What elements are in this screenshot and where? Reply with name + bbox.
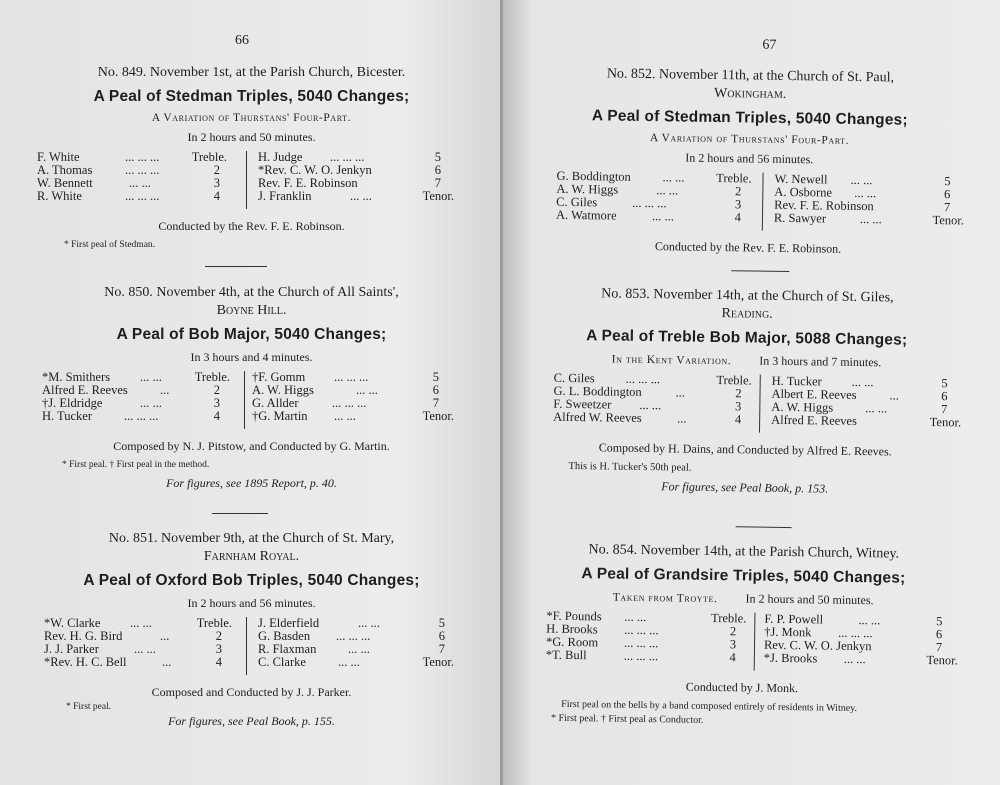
- ringers-left-column: [546, 610, 747, 665]
- page-number: 67: [762, 37, 777, 53]
- peal-duration: In 3 hours and 4 minutes.: [190, 350, 313, 364]
- conductor-line: Conducted by J. Monk.: [685, 679, 799, 696]
- ringer-name: R. Sawyer: [773, 210, 827, 226]
- leader-dots: ...: [889, 388, 899, 403]
- ringer-name: *W. Clarke: [44, 616, 101, 630]
- figures-reference: For figures, see 1895 Report, p. 40.: [166, 476, 337, 490]
- entry-heading-location: Farnham Royal.: [203, 549, 300, 564]
- ringers-left-column: [37, 151, 237, 203]
- ringer-name: J. Elderfield: [258, 616, 320, 630]
- bell-number: 3: [734, 197, 742, 212]
- ringers-table: [0, 617, 503, 681]
- ringer-name: *J. Brooks: [763, 650, 818, 666]
- leader-dots: ... ... ...: [632, 195, 667, 211]
- bell-number: 6: [432, 383, 439, 397]
- bell-number: 2: [213, 163, 220, 177]
- leader-dots: ... ... ...: [330, 150, 365, 164]
- peal-duration: In 2 hours and 50 minutes.: [745, 591, 874, 608]
- peal-subtitle-duration: [495, 588, 992, 610]
- ringer-row: [37, 190, 237, 203]
- leader-dots: ... ...: [662, 170, 685, 185]
- ringer-row: [252, 410, 454, 423]
- ringer-name: C. Giles: [553, 370, 595, 386]
- ringer-name: Alfred E. Reeves: [42, 383, 128, 397]
- bell-number: 3: [213, 396, 220, 410]
- leader-dots: ... ...: [140, 370, 162, 384]
- ringer-name: †J. Monk: [764, 624, 812, 640]
- bell-number: 3: [729, 637, 737, 652]
- ringer-row: [771, 414, 961, 430]
- entry-heading: No. 852. November 11th, at the Church of St. Paul,: [606, 66, 895, 86]
- ringer-name: G. Allder: [252, 396, 299, 410]
- ringers-right-column: [764, 613, 959, 668]
- ringer-name: Rev. F. E. Robinson: [258, 176, 358, 190]
- section-rule: [205, 266, 267, 267]
- entry-heading: No. 854. November 14th, at the Parish Church, Witney.: [588, 542, 900, 562]
- ringers-left-column: [42, 371, 242, 423]
- conductor-line: Conducted by the Rev. F. E. Robinson.: [158, 219, 345, 233]
- ringer-name: A. W. Higgs: [252, 383, 314, 397]
- entry-heading-location: Reading.: [721, 306, 773, 322]
- ringer-name: W. Bennett: [37, 176, 93, 190]
- ringer-name: F. Sweetzer: [553, 396, 612, 412]
- column-divider: [762, 173, 764, 231]
- ringer-name: *G. Room: [545, 634, 599, 650]
- peal-entry-854: [493, 540, 993, 730]
- bell-number: 2: [729, 624, 737, 639]
- bell-number: 6: [438, 629, 445, 643]
- column-divider: [759, 375, 761, 433]
- peal-title: A Peal of Oxford Bob Triples, 5040 Changes;: [83, 572, 420, 589]
- leader-dots: ... ... ...: [336, 629, 371, 643]
- bell-number: Tenor.: [932, 213, 965, 228]
- ringer-name: *Rev. H. C. Bell: [44, 655, 127, 669]
- bell-number: 3: [215, 642, 222, 656]
- ringer-name: Rev. H. G. Bird: [44, 629, 123, 643]
- ringer-name: J. Franklin: [258, 189, 312, 203]
- bell-number: Treble.: [716, 373, 752, 388]
- peal-duration: In 2 hours and 56 minutes.: [187, 596, 316, 610]
- bell-number: Treble.: [191, 150, 227, 164]
- ringer-name: †J. Eldridge: [42, 396, 103, 410]
- bell-number: 3: [735, 399, 742, 414]
- section-rule: [736, 526, 792, 528]
- ringer-name: *Rev. C. W. O. Jenkyn: [258, 163, 372, 177]
- ringer-row: [258, 656, 454, 669]
- ringer-name: J. J. Parker: [44, 642, 99, 656]
- bell-number: Tenor.: [929, 414, 962, 430]
- bell-number: 4: [729, 650, 736, 665]
- leader-dots: ...: [162, 655, 172, 669]
- peal-title: A Peal of Bob Major, 5040 Changes;: [116, 326, 387, 343]
- leader-dots: ... ...: [850, 172, 873, 188]
- peal-entry-852: [499, 64, 999, 259]
- ringers-right-column: [771, 375, 962, 430]
- ringer-name: H. Judge: [258, 150, 303, 164]
- footnote: * First peal. † First peal in the method.: [62, 460, 210, 470]
- footnote: * First peal of Stedman.: [64, 240, 156, 250]
- bell-number: 2: [735, 386, 742, 401]
- footnote-markers: * First peal. † First peal as Conductor.: [550, 712, 704, 726]
- leader-dots: ... ... ...: [124, 409, 159, 423]
- ringers-left-column: [553, 372, 754, 427]
- peal-subtitle: A Variation of Thurstans' Four-Part.: [151, 112, 352, 124]
- entry-heading-location: Wokingham.: [713, 85, 787, 102]
- leader-dots: ... ...: [350, 189, 372, 203]
- ringer-name: A. Thomas: [37, 163, 93, 177]
- bell-number: 4: [215, 655, 222, 669]
- bell-number: 2: [735, 184, 742, 199]
- ringer-name: Albert E. Reeves: [771, 386, 857, 402]
- ringers-right-column: [258, 151, 454, 203]
- section-rule: [212, 513, 268, 514]
- leader-dots: ... ...: [624, 609, 647, 625]
- peal-entry-853: [496, 284, 996, 499]
- leader-dots: ... ...: [656, 183, 679, 198]
- ringer-row: [764, 652, 958, 668]
- composer-conductor-line: Composed and Conducted by J. J. Parker.: [151, 685, 352, 699]
- section-rule: [731, 270, 789, 272]
- leader-dots: ... ...: [134, 642, 156, 656]
- leader-dots: ... ...: [858, 613, 881, 628]
- column-divider: [244, 371, 245, 429]
- leader-dots: ... ... ...: [623, 648, 659, 664]
- ringer-name: G. Basden: [258, 629, 311, 643]
- ringer-row: [42, 410, 242, 423]
- ringers-left-column: [556, 170, 757, 225]
- leader-dots: ... ... ...: [125, 163, 160, 177]
- peal-entry-850: [0, 284, 503, 491]
- bell-number: 2: [215, 629, 222, 643]
- ringer-name: A. Watmore: [555, 207, 617, 223]
- bell-number: 7: [935, 640, 943, 655]
- ringer-name: R. Flaxman: [258, 642, 317, 656]
- ringer-name: A. Osborne: [774, 184, 833, 200]
- bell-number: Tenor.: [422, 409, 454, 423]
- bell-number: 2: [213, 383, 220, 397]
- ringer-row: [556, 209, 756, 225]
- leader-dots: ... ... ...: [624, 622, 659, 638]
- ringer-name: R. White: [37, 189, 82, 203]
- leader-dots: ... ...: [843, 651, 866, 667]
- entry-heading: No. 851. November 9th, at the Church of St. Mary,: [108, 531, 395, 546]
- peal-duration: In 3 hours and 7 minutes.: [759, 353, 882, 370]
- peal-title: A Peal of Grandsire Triples, 5040 Changes;: [581, 565, 906, 587]
- bell-number: 4: [734, 210, 742, 225]
- column-divider: [754, 613, 756, 671]
- bell-number: 6: [943, 187, 951, 202]
- ringers-table: [500, 169, 998, 240]
- bell-number: Treble.: [716, 170, 752, 186]
- leader-dots: ... ... ...: [125, 150, 160, 164]
- peal-title: A Peal of Treble Bob Major, 5088 Changes;: [586, 327, 908, 349]
- bell-number: 7: [434, 176, 441, 190]
- entry-heading: No. 849. November 1st, at the Parish Church, Bicester.: [97, 65, 406, 80]
- bell-number: Tenor.: [422, 655, 454, 669]
- ringers-table: [0, 371, 503, 435]
- leader-dots: ... ... ...: [334, 370, 369, 384]
- peal-subtitle: A Variation of Thurstans' Four-Part.: [649, 132, 850, 147]
- leader-dots: ... ...: [865, 401, 888, 416]
- ringer-name: *F. Pounds: [546, 608, 602, 624]
- leader-dots: ...: [160, 383, 170, 397]
- leader-dots: ... ...: [639, 397, 662, 413]
- ringer-name: Rev. C. W. O. Jenkyn: [763, 637, 872, 654]
- figures-reference: For figures, see Peal Book, p. 153.: [661, 479, 829, 496]
- leader-dots: ... ...: [129, 176, 151, 190]
- bell-number: 5: [432, 370, 439, 384]
- bell-number: 7: [432, 396, 439, 410]
- column-divider: [246, 617, 247, 675]
- leader-dots: ...: [160, 629, 170, 643]
- leader-dots: ... ...: [140, 396, 162, 410]
- peal-subtitle: In the Kent Variation.: [611, 353, 732, 368]
- bell-number: 4: [213, 189, 220, 203]
- ringer-name: *M. Smithers: [42, 370, 111, 384]
- entry-heading-location: Boyne Hill.: [216, 303, 287, 318]
- bell-number: Tenor.: [422, 189, 454, 203]
- leader-dots: ... ... ...: [838, 625, 873, 641]
- leader-dots: ...: [677, 411, 687, 426]
- bell-number: Treble.: [196, 616, 232, 630]
- bell-number: Treble.: [710, 610, 747, 626]
- leader-dots: ... ...: [338, 655, 360, 669]
- bell-number: 5: [941, 376, 948, 391]
- leader-dots: ... ...: [348, 642, 370, 656]
- ringer-name: H. Brooks: [546, 621, 598, 637]
- footnote: * First peal.: [66, 702, 112, 712]
- figures-reference: For figures, see Peal Book, p. 155.: [168, 714, 335, 728]
- bell-number: 5: [438, 616, 445, 630]
- ringer-row: [553, 411, 753, 427]
- bell-number: 3: [213, 176, 220, 190]
- footnote: First peal on the bells by a band composed entirely of residents in Witney.: [561, 698, 858, 715]
- bell-number: Treble.: [194, 370, 230, 384]
- bell-number: 7: [438, 642, 445, 656]
- peal-title: A Peal of Stedman Triples, 5040 Changes;: [93, 88, 410, 105]
- leader-dots: ... ...: [334, 409, 356, 423]
- leader-dots: ... ...: [130, 616, 152, 630]
- ringers-right-column: [252, 371, 454, 423]
- ringers-right-column: [258, 617, 454, 669]
- ringer-name: Rev. F. E. Robinson: [774, 197, 874, 214]
- leader-dots: ... ... ...: [623, 635, 659, 651]
- column-divider: [246, 151, 247, 209]
- ringer-name: F. White: [37, 150, 80, 164]
- leader-dots: ... ...: [859, 212, 882, 227]
- ringer-name: C. Giles: [556, 194, 598, 210]
- ringer-name: †F. Gomm: [252, 370, 306, 384]
- composer-conductor-line: Composed by H. Dains, and Conducted by Alfred E. Reeves.: [598, 440, 892, 459]
- right-page: [503, 0, 1000, 785]
- ringer-name: C. Clarke: [258, 655, 306, 669]
- ringer-name: H. Tucker: [42, 409, 93, 423]
- entry-heading: No. 850. November 4th, at the Church of All Saints',: [104, 285, 399, 300]
- ringer-name: *T. Bull: [545, 647, 587, 663]
- ringer-row: [546, 649, 746, 665]
- ringer-name: W. Newell: [774, 171, 828, 187]
- ringers-right-column: [774, 173, 965, 228]
- ringer-name: A. W. Higgs: [771, 399, 834, 415]
- ringer-name: †G. Martin: [252, 409, 308, 423]
- leader-dots: ... ...: [651, 209, 674, 224]
- ringers-table: [497, 371, 995, 442]
- ringer-row: [258, 190, 454, 203]
- peal-subtitle: Taken from Troyte.: [612, 591, 718, 606]
- page-number: 66: [235, 33, 249, 48]
- ringers-table: [494, 609, 992, 680]
- ringers-table: [0, 151, 503, 215]
- ringer-name: A. W. Higgs: [556, 181, 619, 197]
- leader-dots: ...: [675, 385, 686, 400]
- bell-number: 7: [943, 200, 951, 215]
- ringer-name: F. P. Powell: [764, 611, 824, 627]
- bell-number: 6: [941, 389, 948, 404]
- peal-duration: In 2 hours and 50 minutes.: [187, 130, 316, 144]
- peal-duration: In 2 hours and 56 minutes.: [685, 150, 814, 167]
- ringer-row: [774, 212, 964, 228]
- leader-dots: ... ... ...: [625, 371, 661, 387]
- ringer-name: H. Tucker: [771, 373, 822, 389]
- bell-number: 7: [940, 402, 948, 417]
- leader-dots: ... ... ...: [332, 396, 367, 410]
- entry-heading: No. 853. November 14th, at the Church of St. Giles,: [601, 286, 894, 306]
- peal-entry-849: [0, 64, 503, 250]
- leader-dots: ... ...: [851, 374, 874, 390]
- bell-number: 5: [936, 614, 943, 629]
- bell-number: 6: [434, 163, 441, 177]
- ringers-left-column: [44, 617, 244, 669]
- bell-number: Tenor.: [926, 652, 958, 668]
- leader-dots: ... ... ...: [125, 189, 160, 203]
- conductor-line: Conducted by the Rev. F. E. Robinson.: [654, 239, 842, 256]
- peal-entry-851: [0, 530, 503, 729]
- ringer-name: G. L. Boddington: [553, 383, 642, 399]
- ringer-name: Alfred W. Reeves: [553, 409, 642, 425]
- ringer-name: Alfred E. Reeves: [771, 412, 857, 428]
- bell-number: 6: [935, 627, 943, 642]
- footnote: This is H. Tucker's 50th peal.: [568, 460, 692, 474]
- bell-number: 4: [213, 409, 220, 423]
- bell-number: 5: [944, 174, 951, 189]
- peal-title: A Peal of Stedman Triples, 5040 Changes;: [591, 107, 908, 129]
- bell-number: 5: [434, 150, 441, 164]
- leader-dots: ... ...: [358, 616, 380, 630]
- ringer-name: G. Boddington: [556, 168, 631, 184]
- peal-subtitle-duration: [498, 350, 995, 372]
- leader-dots: ... ...: [356, 383, 378, 397]
- composer-conductor-line: Composed by N. J. Pitstow, and Conducted by G. Martin.: [113, 439, 390, 453]
- bell-number: 4: [734, 412, 742, 427]
- ringer-row: [44, 656, 244, 669]
- leader-dots: ... ...: [854, 185, 877, 201]
